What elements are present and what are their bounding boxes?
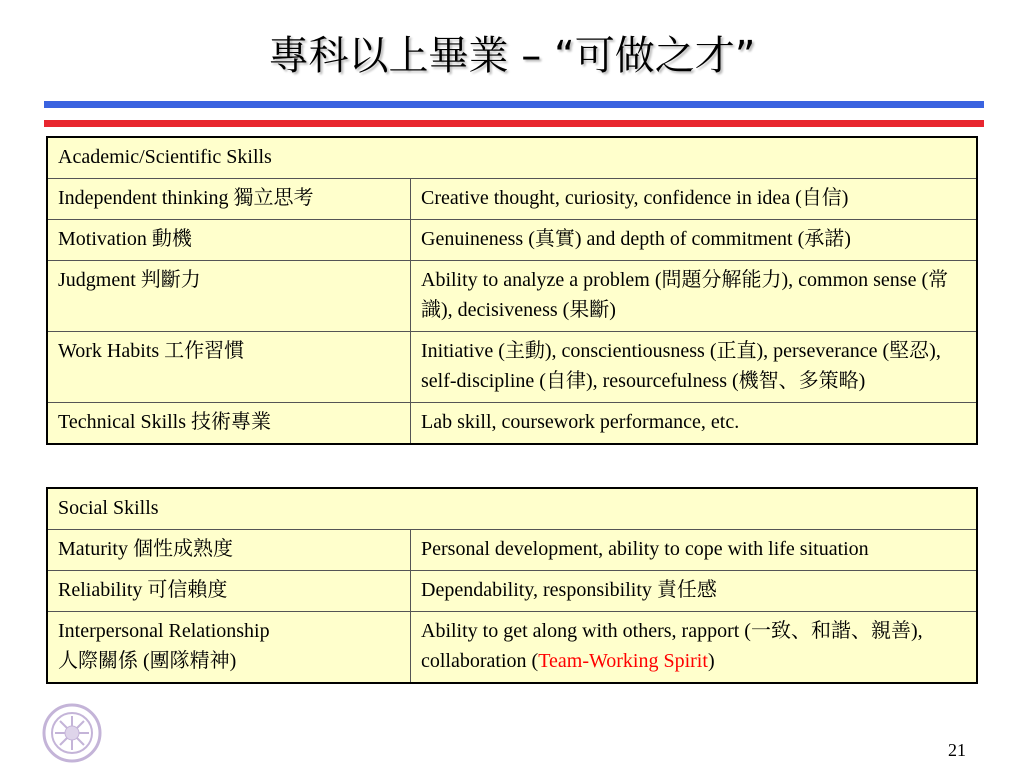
skill-cell	[47, 612, 411, 684]
skill-cell: Work Habits 工作習慣	[47, 332, 411, 403]
description-cell: Dependability, responsibility 責任感	[411, 571, 978, 612]
university-seal-icon	[32, 702, 112, 764]
academic-skills-table	[46, 136, 978, 445]
description-cell: Ability to analyze a problem (問題分解能力), common sense (常識), decisiveness (果斷)	[411, 261, 978, 332]
desc-text: Ability to get along with others, rapport (一致、和諧、親善), collaboration (	[421, 620, 923, 672]
description-cell: Initiative (主動), conscientiousness (正直), perseverance (堅忍), self-discipline (自律), resourcefulness (機智、多策略)	[411, 332, 978, 403]
description-cell: Creative thought, curiosity, confidence in idea (自信)	[411, 179, 978, 220]
table-row	[47, 332, 977, 403]
table-row	[47, 403, 977, 445]
description-cell	[411, 612, 978, 684]
description-cell: Genuineness (真實) and depth of commitment (承諾)	[411, 220, 978, 261]
social-header: Social Skills	[47, 488, 977, 530]
table-row	[47, 220, 977, 261]
social-skills-table	[46, 487, 978, 684]
skill-cell: Independent thinking 獨立思考	[47, 179, 411, 220]
table-header-row	[47, 137, 977, 179]
highlight-text: Team-Working Spirit	[538, 650, 708, 672]
description-cell: Lab skill, coursework performance, etc.	[411, 403, 978, 445]
skill-line-1: Interpersonal Relationship	[58, 620, 270, 642]
table-row	[47, 612, 977, 684]
description-cell: Personal development, ability to cope with life situation	[411, 530, 978, 571]
slide-title: 專科以上畢業 – “可做之才”	[268, 33, 756, 79]
table-row	[47, 530, 977, 571]
skill-cell: Motivation 動機	[47, 220, 411, 261]
table-row	[47, 261, 977, 332]
skill-cell: Judgment 判斷力	[47, 261, 411, 332]
desc-text-end: )	[707, 650, 715, 672]
table-row	[47, 571, 977, 612]
skill-cell: Technical Skills 技術專業	[47, 403, 411, 445]
table-row	[47, 179, 977, 220]
skill-cell: Reliability 可信賴度	[47, 571, 411, 612]
table-header-row	[47, 488, 977, 530]
red-divider	[44, 120, 984, 127]
skill-cell: Maturity 個性成熟度	[47, 530, 411, 571]
academic-header: Academic/Scientific Skills	[47, 137, 977, 179]
page-number: 21	[948, 740, 966, 760]
blue-divider	[44, 101, 984, 108]
skill-line-2: 人際關係 (團隊精神)	[58, 650, 237, 672]
